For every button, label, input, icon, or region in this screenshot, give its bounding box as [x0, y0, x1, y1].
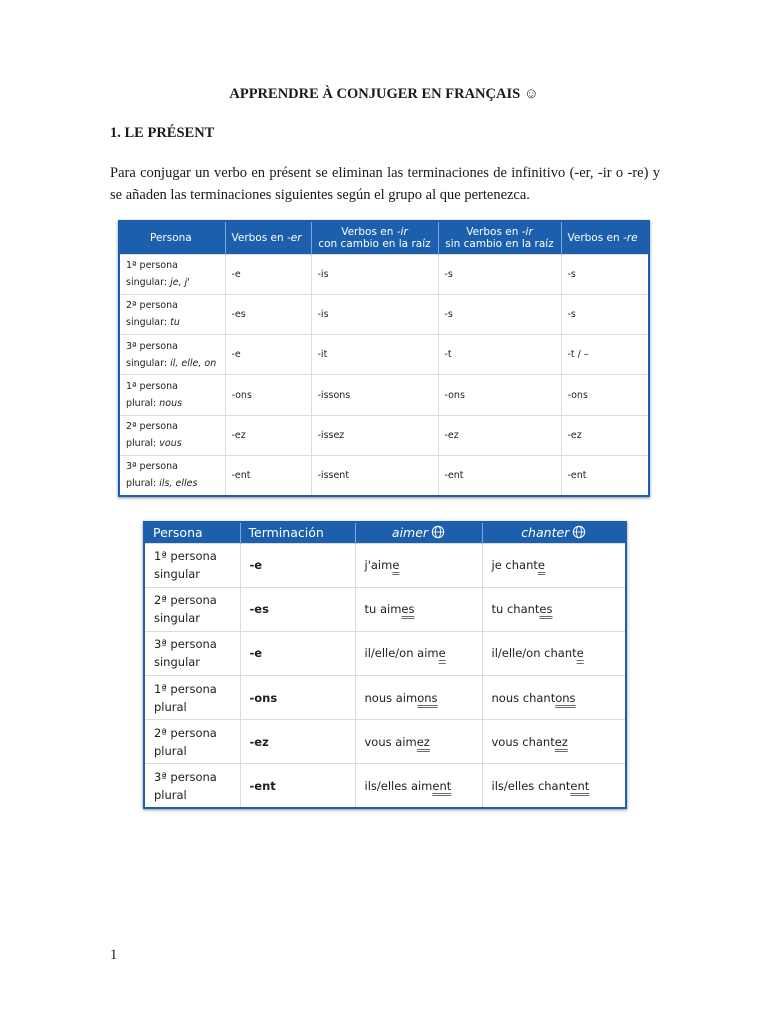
- chanter-ending: ent: [570, 778, 590, 793]
- chanter-form-cell: [482, 631, 626, 675]
- person-label: 1ª persona: [154, 681, 217, 696]
- person-cell: [119, 254, 225, 294]
- document-title: [0, 86, 768, 103]
- header-persona: Persona: [119, 221, 225, 254]
- ending-cell: -ent: [561, 455, 649, 495]
- ending-cell: -ez: [438, 415, 561, 455]
- number-label: plural: [154, 743, 187, 758]
- table-row: [119, 415, 649, 455]
- intro-paragraph: Para conjugar un verbo en présent se eliminan las terminaciones de infinitivo (-er, -ir o -re) y se añaden las terminaciones siguientes según el grupo al que pertenezca.: [110, 165, 660, 203]
- header-er: Verbos en -er: [225, 221, 311, 254]
- aimer-form-cell: [355, 720, 482, 764]
- person-label: 2ª persona: [154, 593, 217, 608]
- table-row: [144, 587, 626, 631]
- page-number: 1: [110, 947, 118, 963]
- ending-cell: -ons: [240, 676, 355, 720]
- aimer-form-cell: [355, 631, 482, 675]
- person-cell: [119, 294, 225, 334]
- number-label: plural: [154, 787, 187, 802]
- number-label: singular:: [126, 317, 171, 329]
- person-label: 2ª persona: [126, 300, 178, 312]
- person-cell: [119, 375, 225, 415]
- chanter-stem: ils/elles chant: [491, 778, 571, 793]
- ending-cell: -ez: [225, 415, 311, 455]
- ending-cell: -es: [225, 294, 311, 334]
- number-label: singular:: [126, 357, 171, 369]
- table-row: [119, 335, 649, 375]
- header-aimer: aimer: [355, 522, 482, 543]
- chanter-stem: vous chant: [491, 734, 555, 749]
- person-cell: [119, 415, 225, 455]
- ending-cell: -e: [225, 335, 311, 375]
- table-row: [144, 720, 626, 764]
- aimer-form-cell: [355, 764, 482, 808]
- pronoun-label: vous: [159, 438, 182, 450]
- ending-cell: -ent: [438, 455, 561, 495]
- ending-cell: -ent: [225, 455, 311, 495]
- title-text: APPRENDRE À CONJUGER EN FRANÇAIS: [229, 86, 521, 102]
- pronoun-label: ils, elles: [159, 478, 198, 490]
- header-persona: Persona: [144, 522, 240, 543]
- pronoun-label: je, j': [170, 277, 190, 289]
- ending-cell: -ons: [561, 375, 649, 415]
- aimer-stem: il/elle/on aim: [364, 646, 439, 661]
- chanter-form-cell: [482, 543, 626, 587]
- endings-table: [118, 220, 650, 497]
- ending-cell: -s: [438, 294, 561, 334]
- person-label: 1ª persona: [126, 260, 178, 272]
- pronoun-label: tu: [170, 317, 180, 329]
- example-conjugation-table: [143, 521, 627, 809]
- person-label: 3ª persona: [154, 637, 217, 652]
- section-heading: 1. LE PRÉSENT: [110, 125, 215, 141]
- ending-cell: -s: [561, 254, 649, 294]
- ending-cell: -ent: [240, 764, 355, 808]
- person-cell: [144, 631, 240, 675]
- aimer-form-cell: [355, 676, 482, 720]
- chanter-stem: je chant: [491, 558, 538, 573]
- chanter-form-cell: [482, 676, 626, 720]
- chanter-stem: tu chant: [491, 602, 540, 617]
- chanter-ending: es: [539, 602, 553, 617]
- aimer-ending: ez: [416, 734, 430, 749]
- ending-cell: -it: [311, 335, 438, 375]
- smiley-icon: ☺: [523, 86, 539, 102]
- pronoun-label: nous: [159, 398, 183, 410]
- aimer-stem: tu aim: [364, 602, 402, 617]
- ending-cell: -t / –: [561, 335, 649, 375]
- person-cell: [119, 335, 225, 375]
- chanter-form-cell: [482, 764, 626, 808]
- person-cell: [119, 455, 225, 495]
- table-row: [144, 631, 626, 675]
- number-label: singular: [154, 655, 201, 670]
- person-label: 3ª persona: [126, 461, 178, 473]
- ending-cell: -issent: [311, 455, 438, 495]
- chanter-ending: e: [537, 558, 545, 573]
- ending-cell: -e: [240, 543, 355, 587]
- table-row: [144, 764, 626, 808]
- chanter-form-cell: [482, 587, 626, 631]
- ending-cell: -ons: [225, 375, 311, 415]
- number-label: plural: [154, 699, 187, 714]
- aimer-form-cell: [355, 587, 482, 631]
- table-row: [119, 375, 649, 415]
- ending-cell: -is: [311, 254, 438, 294]
- person-cell: [144, 764, 240, 808]
- aimer-stem: j'aim: [364, 558, 393, 573]
- chanter-ending: ons: [555, 690, 576, 705]
- number-label: singular: [154, 611, 201, 626]
- ending-cell: -ons: [438, 375, 561, 415]
- ending-cell: -s: [561, 294, 649, 334]
- table-row: [119, 455, 649, 495]
- header-re: Verbos en -re: [561, 221, 649, 254]
- number-label: plural:: [126, 438, 160, 450]
- chanter-stem: nous chant: [491, 690, 556, 705]
- number-label: singular: [154, 567, 201, 582]
- person-label: 2ª persona: [154, 725, 217, 740]
- ending-cell: -e: [225, 254, 311, 294]
- chanter-form-cell: [482, 720, 626, 764]
- chanter-ending: e: [576, 646, 584, 661]
- number-label: plural:: [126, 398, 160, 410]
- ending-cell: -ez: [240, 720, 355, 764]
- chanter-stem: il/elle/on chant: [491, 646, 577, 661]
- person-cell: [144, 676, 240, 720]
- chanter-ending: ez: [554, 734, 568, 749]
- aimer-stem: ils/elles aim: [364, 778, 433, 793]
- ending-cell: -e: [240, 631, 355, 675]
- ending-cell: -ez: [561, 415, 649, 455]
- globe-icon: [431, 525, 445, 539]
- ending-cell: -is: [311, 294, 438, 334]
- person-label: 1ª persona: [126, 381, 178, 393]
- header-ir-nochange: Verbos en -ir sin cambio en la raíz: [438, 221, 561, 254]
- ending-cell: -t: [438, 335, 561, 375]
- person-label: 3ª persona: [126, 340, 178, 352]
- aimer-ending: e: [392, 558, 400, 573]
- ending-cell: -issons: [311, 375, 438, 415]
- person-label: 3ª persona: [154, 769, 217, 784]
- header-terminacion: Terminación: [240, 522, 355, 543]
- example-table-header-row: [144, 522, 626, 543]
- ending-cell: -issez: [311, 415, 438, 455]
- table-row: [119, 294, 649, 334]
- aimer-form-cell: [355, 543, 482, 587]
- person-label: 1ª persona: [154, 549, 217, 564]
- aimer-ending: ons: [417, 690, 438, 705]
- aimer-ending: ent: [432, 778, 452, 793]
- person-label: 2ª persona: [126, 421, 178, 433]
- table-row: [119, 254, 649, 294]
- number-label: singular:: [126, 277, 171, 289]
- person-cell: [144, 720, 240, 764]
- ending-cell: -s: [438, 254, 561, 294]
- aimer-ending: es: [401, 602, 415, 617]
- table-row: [144, 543, 626, 587]
- header-chanter: chanter: [482, 522, 626, 543]
- pronoun-label: il, elle, on: [170, 357, 217, 369]
- aimer-stem: nous aim: [364, 690, 418, 705]
- person-cell: [144, 543, 240, 587]
- table-row: [144, 676, 626, 720]
- header-ir-change: Verbos en -ir con cambio en la raíz: [311, 221, 438, 254]
- ending-cell: -es: [240, 587, 355, 631]
- aimer-ending: e: [438, 646, 446, 661]
- aimer-stem: vous aim: [364, 734, 417, 749]
- person-cell: [144, 587, 240, 631]
- globe-icon: [572, 525, 586, 539]
- endings-table-header-row: [119, 221, 649, 254]
- number-label: plural:: [126, 478, 160, 490]
